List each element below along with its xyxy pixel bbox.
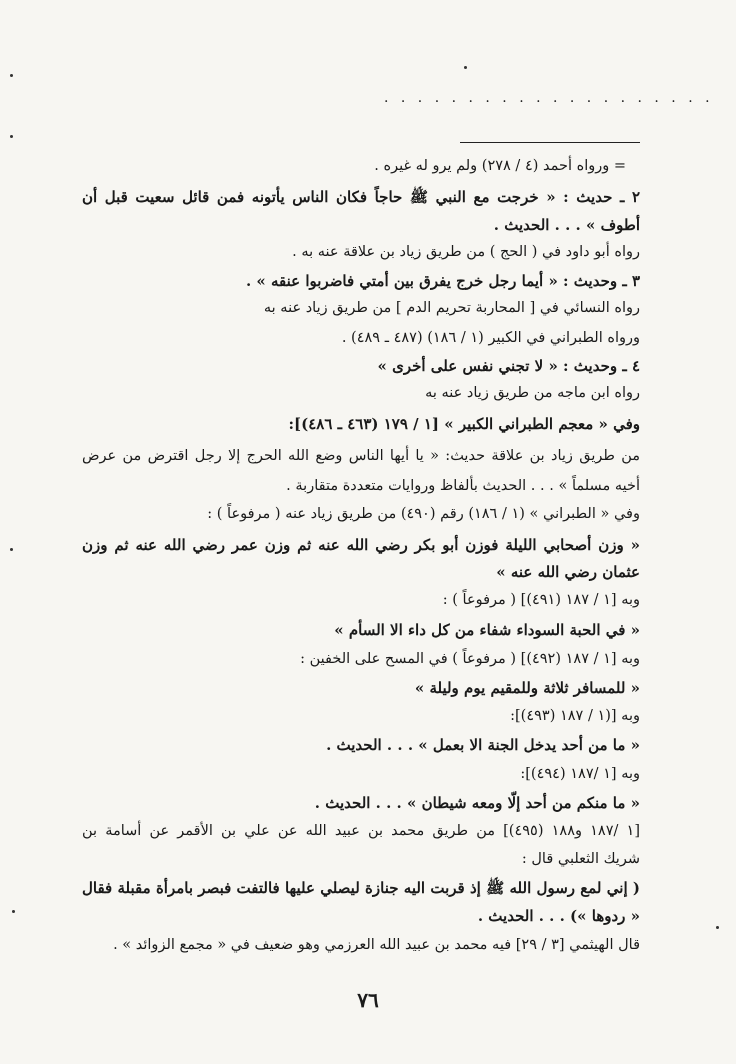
hadith-heading: ٣ ـ وحديث : « أيما رجل خرج يفرق بين أمتي فاضربوا عنقه » . [245,272,640,290]
text-line: وبه [١ / ١٨٧ (٤٩٢)] ( مرفوعاً ) في المسح على الخفين : [300,651,640,667]
text-line: ( إني لمع رسول الله ﷺ إذ قربت اليه جنازة ليصلي عليها فالتفت فبصر بامرأة مقبلة فقال [82,879,640,897]
text-line: عثمان رضي الله عنه » [496,563,640,581]
footnote-separator [460,142,640,143]
text-line: = ورواه أحمد (٤ / ٢٧٨) ولم يرو له غيره . [374,158,626,174]
text-line: رواه أبو داود في ( الحج ) من طريق زياد بن علاقة عنه به . [292,244,640,260]
text-line: « ما من أحد يدخل الجنة الا بعمل » . . . الحديث . [326,736,640,754]
text-line: وفي « معجم الطبراني الكبير » [١ / ١٧٩ (٤٦٣ ـ ٤٨٦)]: [288,415,640,433]
text-line: وبه [(١ / ١٨٧ (٤٩٣)]: [510,708,640,724]
text-line: رواه ابن ماجه من طريق زياد عنه به [425,385,640,401]
text-line: أخيه مسلماً » . . . الحديث بألفاظ وروايات متعددة متقاربة . [286,478,640,494]
text-line: أطوف » . . . الحديث . [493,216,640,234]
text-line: رواه النسائي في [ المحاربة تحريم الدم ] من طريق زياد عنه به [263,300,640,316]
margin-speck [10,135,13,138]
text-line: وبه [١ / ١٨٧ (٤٩١)] ( مرفوعاً ) : [442,592,640,608]
header-dots: · · · · · · · · · · · · · · · · · · · · [384,94,714,110]
page-number: ٧٦ [357,988,379,1012]
text-line: « وزن أصحابي الليلة فوزن أبو بكر رضي الله عنه ثم وزن عمر رضي الله عنه ثم وزن [82,536,640,554]
text-line: « ردوها ») . . . الحديث . [477,907,640,925]
text-line: وبه [١ /١٨٧ (٤٩٤)]: [520,766,640,782]
text-line: قال الهيثمي [٣ / ٢٩] فيه محمد بن عبيد الله العرزمي وهو ضعيف في « مجمع الزوائد » . [113,937,640,953]
margin-speck [10,548,13,551]
text-line: ورواه الطبراني في الكبير (١ / ١٨٦) (٤٨٧ ـ ٤٨٩) . [341,330,640,346]
margin-speck [716,926,719,929]
text-line: « ما منكم من أحد إلّا ومعه شيطان » . . . الحديث . [314,794,640,812]
text-line: [١ /١٨٧ و١٨٨ (٤٩٥)] من طريق محمد بن عبيد الله عن علي بن الأقمر عن أسامة بن [82,823,640,839]
text-line: شريك الثعلبي قال : [521,851,640,867]
margin-speck [12,910,15,913]
margin-speck [10,74,13,77]
text-line: « للمسافر ثلاثة وللمقيم يوم وليلة » [414,679,640,697]
text-line: من طريق زياد بن علاقة حديث: « يا أيها الناس وضع الله الحرج إلا رجل اقترض من عرض [82,448,640,464]
text-line: « في الحبة السوداء شفاء من كل داء الا السأم » [334,621,640,639]
hadith-heading: ٤ ـ وحديث : « لا تجني نفس على أخرى » [377,357,640,375]
hadith-heading: ٢ ـ حديث : « خرجت مع النبي ﷺ حاجاً فكان الناس يأتونه فمن قائل سعيت قبل أن [82,188,640,206]
margin-speck [464,66,467,69]
text-line: وفي « الطبراني » (١ / ١٨٦) رقم (٤٩٠) من طريق زياد عنه ( مرفوعاً ) : [207,506,640,522]
